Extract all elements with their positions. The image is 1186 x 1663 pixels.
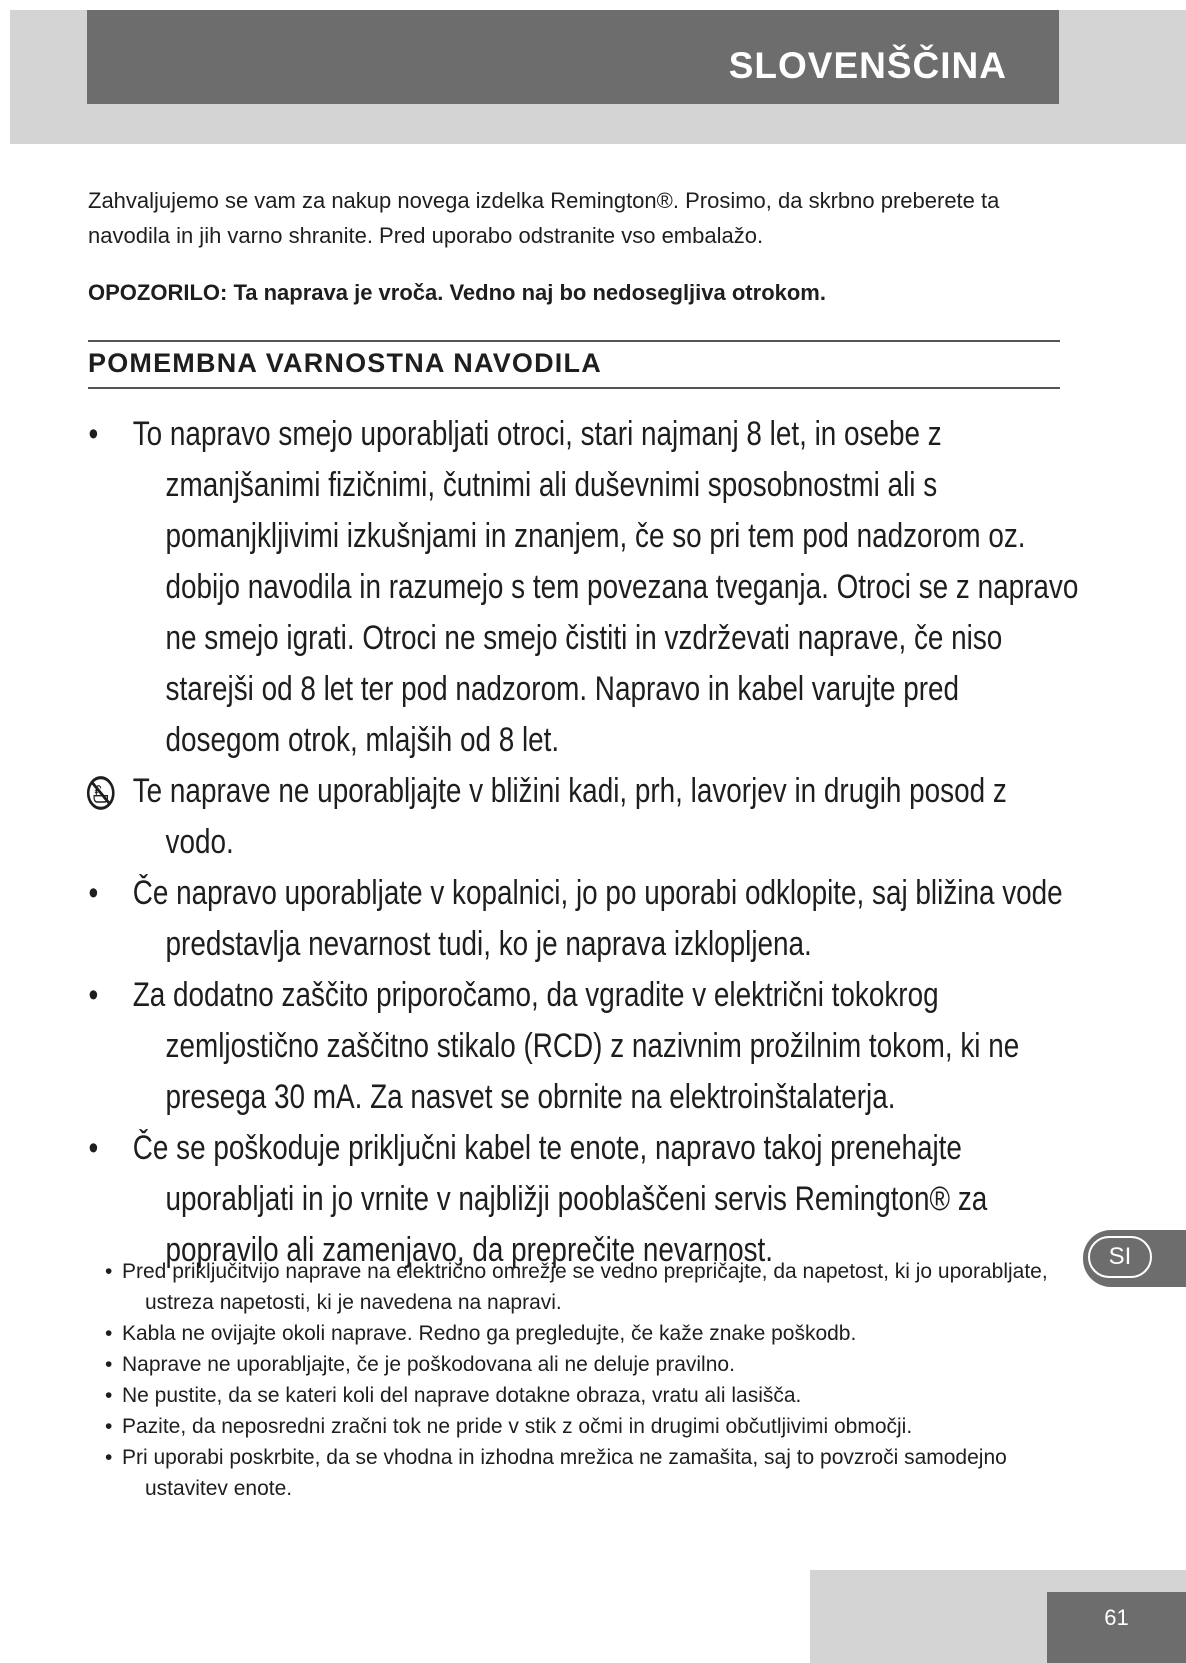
list-item-text: Te naprave ne uporabljajte v bližini kadi, prh, lavorjev in drugih posod z vodo. (132, 772, 1007, 861)
no-water-near-bath-icon (86, 775, 116, 811)
bullet-marker: • (105, 1415, 113, 1438)
list-item (88, 1442, 1048, 1504)
large-safety-list (86, 409, 1081, 1276)
list-item (86, 409, 1081, 766)
list-item (86, 766, 1081, 868)
list-item-text: Pri uporabi poskrbite, da se vhodna in izhodna mrežica ne zamašita, saj to povzroči samodejno ustavitev enote. (122, 1446, 1007, 1500)
language-tab-label: SI (1088, 1236, 1152, 1278)
list-item (88, 1256, 1048, 1318)
bullet-marker: • (88, 1129, 99, 1167)
list-item (86, 1123, 1081, 1276)
list-item-text: To napravo smejo uporabljati otroci, stari najmanj 8 let, in osebe z zmanjšanimi fizičnimi, čutnimi ali duševnimi sposobnostmi ali s pomanjkljivimi izkušnjami in znanjem, če so pri tem pod nadzorom oz. dobijo navodila in razumejo s tem povezana tveganja. Otroci se z napravo ne smejo igrati. Otroci ne smejo čistiti in vzdrževati naprave, če niso starejši od 8 let ter pod nadzorom. Napravo in kabel varujte pred dosegom otrok, mlajših od 8 let. (132, 415, 1079, 759)
list-item-text: Kabla ne ovijajte okoli naprave. Redno ga pregledujte, če kaže znake poškodb. (122, 1322, 857, 1345)
intro-paragraph: Zahvaljujemo se vam za nakup novega izdelka Remington®. Prosimo, da skrbno preberete ta navodila in jih varno shranite. Pred uporabo odstranite vso embalažo. (88, 188, 1000, 248)
list-item (88, 1318, 1048, 1349)
section-heading: POMEMBNA VARNOSTNA NAVODILA (88, 348, 602, 378)
list-item-text: Pred priključitvijo naprave na električno omrežje se vedno prepričajte, da napetost, ki jo uporabljate, ustreza napetosti, ki je navedena na napravi. (122, 1260, 1048, 1314)
language-title-bar (87, 10, 1059, 104)
bullet-marker: • (105, 1260, 113, 1283)
list-item-text: Če napravo uporabljate v kopalnici, jo po uporabi odklopite, saj bližina vode predstavlja nevarnost tudi, ko je naprava izklopljena. (132, 874, 1063, 963)
list-item-text: Pazite, da neposredni zračni tok ne pride v stik z očmi in drugimi občutljivimi območji. (122, 1415, 913, 1438)
bullet-marker: • (105, 1353, 113, 1376)
page-title: SLOVENŠČINA (728, 45, 1007, 86)
small-safety-list (88, 1256, 1048, 1504)
list-item (88, 1349, 1048, 1380)
list-item (86, 970, 1081, 1123)
list-item-text: Naprave ne uporabljajte, če je poškodovana ali ne deluje pravilno. (122, 1353, 735, 1376)
bullet-marker: • (88, 976, 99, 1014)
bullet-marker: • (88, 415, 99, 453)
warning-paragraph: OPOZORILO: Ta naprava je vroča. Vedno naj bo nedosegljiva otrokom. (88, 280, 826, 305)
bullet-marker: • (105, 1322, 113, 1345)
section-rule-top (88, 340, 1060, 342)
list-item-text: Ne pustite, da se kateri koli del naprave dotakne obraza, vratu ali lasišča. (122, 1384, 802, 1407)
page-number: 61 (1047, 1592, 1186, 1663)
section-rule-bottom (88, 387, 1060, 389)
bullet-marker: • (105, 1446, 113, 1469)
bullet-marker: • (105, 1384, 113, 1407)
list-item (88, 1380, 1048, 1411)
bullet-marker: • (88, 874, 99, 912)
list-item-text: Če se poškoduje priključni kabel te enote, napravo takoj prenehajte uporabljati in jo vrnite v najbližji pooblaščeni servis Remington® za popravilo ali zamenjavo, da preprečite nevarnost. (132, 1129, 988, 1269)
list-item (88, 1411, 1048, 1442)
list-item (86, 868, 1081, 970)
list-item-text: Za dodatno zaščito priporočamo, da vgradite v električni tokokrog zemljostično zaščitno stikalo (RCD) z nazivnim prožilnim tokom, ki ne presega 30 mA. Za nasvet se obrnite na elektroinštalaterja. (132, 976, 1020, 1116)
